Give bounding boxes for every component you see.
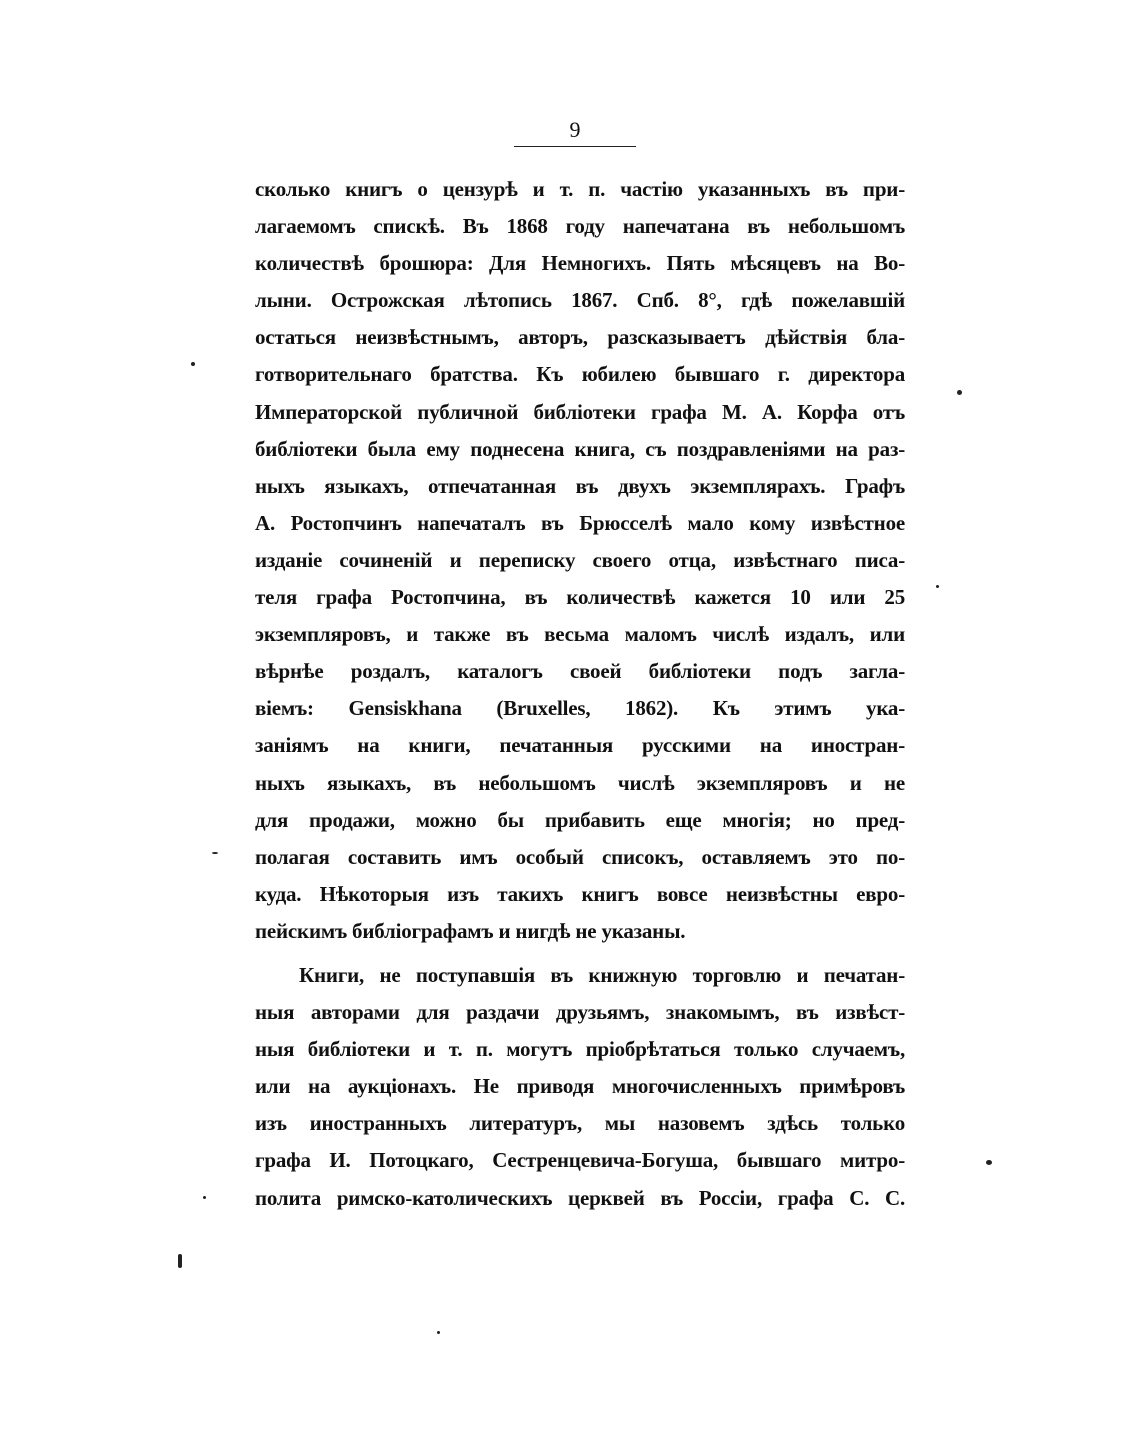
text-line: Книги, не поступавшія въ книжную торговлю и печатан- <box>299 962 905 987</box>
text-line: теля графа Ростопчина, въ количествѣ кажется 10 или 25 <box>255 585 905 610</box>
scan-speck <box>191 362 195 366</box>
scan-speck <box>203 1196 206 1199</box>
scan-speck <box>437 1331 440 1334</box>
text-line: вѣрнѣе роздалъ, каталогъ своей библіотеки подъ загла- <box>255 659 905 684</box>
paragraph-2 <box>255 957 905 1217</box>
page-header <box>514 118 636 147</box>
text-line: лагаемомъ спискѣ. Въ 1868 году напечатана въ небольшомъ <box>255 214 905 239</box>
paragraph-1 <box>255 171 905 950</box>
text-line: сколько книгъ о цензурѣ и т. п. частію указанныхъ въ при- <box>255 177 905 201</box>
paragraph-gap <box>255 950 905 957</box>
text-line: ныя авторами для раздачи друзьямъ, знакомымъ, въ извѣст- <box>255 1000 905 1025</box>
text-line: готворительнаго братства. Къ юбилею бывшаго г. директора <box>255 362 905 387</box>
text-line: остаться неизвѣстнымъ, авторъ, разсказываетъ дѣйствія бла- <box>255 325 905 350</box>
text-line: изъ иностранныхъ литературъ, мы назовемъ здѣсь только <box>255 1111 905 1136</box>
text-line: ныхъ языкахъ, въ небольшомъ числѣ экземпляровъ и не <box>255 770 905 795</box>
text-line: библіотеки была ему поднесена книга, съ поздравленіями на раз- <box>255 436 905 461</box>
text-line: экземпляровъ, и также въ весьма маломъ числѣ издалъ, или <box>255 622 905 647</box>
text-line: ныя библіотеки и т. п. могутъ пріобрѣтаться только случаемъ, <box>255 1037 905 1062</box>
text-line: пейскимъ библіографамъ и нигдѣ не указаны. <box>255 918 686 943</box>
page-number: 9 <box>569 117 581 142</box>
text-line: полагая составить имъ особый списокъ, оставляемъ это по- <box>255 844 905 869</box>
text-line: изданіе сочиненій и переписку своего отца, извѣстнаго писа- <box>255 547 905 572</box>
text-line: графа И. Потоцкаго, Сестренцевича-Богуша, бывшаго митро- <box>255 1148 905 1173</box>
text-line: для продажи, можно бы прибавить еще многія; но пред- <box>255 807 905 832</box>
scan-speck <box>212 852 218 854</box>
scan-speck <box>936 585 939 588</box>
scan-speck <box>957 390 962 395</box>
text-line: или на аукціонахъ. Не приводя многочисленныхъ примѣровъ <box>255 1074 905 1099</box>
text-line: ныхъ языкахъ, отпечатанная въ двухъ экземплярахъ. Графъ <box>255 473 905 498</box>
text-line: куда. Нѣкоторыя изъ такихъ книгъ вовсе неизвѣстны евро- <box>255 881 905 906</box>
text-line: віемъ: Gensiskhana (Bruxelles, 1862). Къ этимъ ука- <box>255 696 905 721</box>
text-line: полита римско-католическихъ церквей въ Россіи, графа С. С. <box>255 1185 905 1210</box>
text-line: заніямъ на книги, печатанныя русскими на иностран- <box>255 733 905 758</box>
scan-speck <box>178 1254 182 1268</box>
header-rule <box>514 146 636 147</box>
text-line: лыни. Острожская лѣтопись 1867. Спб. 8°, гдѣ пожелавшій <box>255 288 905 313</box>
text-line: количествѣ брошюра: Для Немногихъ. Пять мѣсяцевъ на Во- <box>255 251 905 276</box>
text-line: А. Ростопчинъ напечаталъ въ Брюсселѣ мало кому извѣстное <box>255 510 905 535</box>
scan-speck <box>986 1160 992 1165</box>
text-line: Императорской публичной библіотеки графа М. А. Корфа отъ <box>255 399 905 424</box>
text-body <box>255 171 905 1217</box>
